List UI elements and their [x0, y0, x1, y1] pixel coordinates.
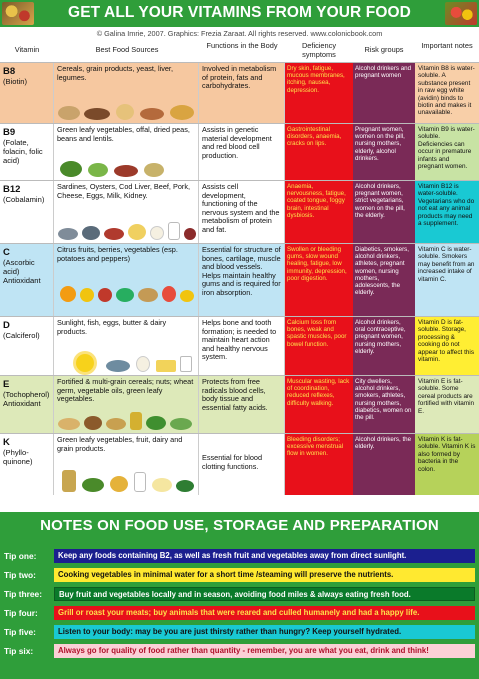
vitamin-name: B12 [3, 184, 21, 195]
deficiency-cell: Swollen or bleeding gums, slow wound healing, fatigue, low immunity, depression, poor digestion. [285, 244, 353, 316]
tip-row [0, 568, 479, 582]
tip-row [0, 549, 479, 563]
vitamin-subname: (Phyllo-quinone) [3, 448, 33, 466]
sources-cell [54, 376, 199, 433]
deficiency-cell: Anaemia, nervousness, fatigue, coated tongue, foggy brain, intestinal dysbiosis. [285, 181, 353, 243]
food-photo-icon [2, 2, 34, 25]
food-illustration-icon [56, 354, 196, 372]
risk-groups-cell: Alcohol drinkers, the elderly. [353, 434, 415, 495]
functions-cell: Helps bone and tooth formation; is needed to maintain heart action and healthy nervous system. [199, 317, 285, 375]
table-row [0, 433, 479, 495]
vegetables-photo-icon [445, 2, 477, 25]
column-header-deficiency: Deficiency symptoms [301, 41, 337, 59]
food-illustration-icon [56, 102, 196, 120]
vitamin-subname: (Folate, folacin, folic acid) [3, 138, 43, 165]
sources-text: Green leafy vegetables, offal, dried peas, beans and lentils. [57, 125, 190, 143]
notes-cell: Vitamin B9 is water-soluble. Deficiencies can occur in premature infants and pregnant women. [415, 124, 479, 180]
deficiency-cell: Bleeding disorders; excessive menstrual flow in women. [285, 434, 353, 495]
vitamin-subname: (Tochopherol) Antioxidant [3, 390, 50, 408]
vitamin-subname: (Calciferol) [3, 331, 40, 340]
vitamin-name: D [3, 320, 10, 331]
tip-label: Tip three: [4, 589, 43, 599]
sources-text: Citrus fruits, berries, vegetables (esp. potatoes and peppers) [57, 245, 178, 263]
tip-text: Grill or roast your meats; buy animals that were reared and culled humanely and had a happy life. [54, 606, 475, 620]
food-illustration-icon [56, 159, 196, 177]
risk-groups-cell: Alcohol drinkers and pregnant women [353, 63, 415, 123]
risk-groups-cell: Alcohol drinkers, pregnant women, strict vegetarians, women on the pill, the elderly. [353, 181, 415, 243]
vitamin-name-cell [0, 376, 54, 433]
deficiency-cell: Gastrointestinal disorders, anaemia, cracks on lips. [285, 124, 353, 180]
notes-cell: Vitamin K is fat-soluble. Vitamin K is also formed by bacteria in the colon. [415, 434, 479, 495]
sources-cell [54, 63, 199, 123]
tip-label: Tip four: [4, 608, 38, 618]
food-illustration-icon [56, 468, 196, 492]
food-illustration-icon [56, 412, 196, 430]
column-header-risk: Risk groups [364, 45, 404, 54]
vitamin-name: C [3, 247, 10, 258]
tip-row [0, 644, 479, 658]
sources-text: Green leafy vegetables, fruit, dairy and grain products. [57, 435, 183, 453]
sources-cell [54, 181, 199, 243]
sources-text: Sardines, Oysters, Cod Liver, Beef, Pork, Cheese, Eggs, Milk, Kidney. [57, 182, 191, 200]
table-header [0, 40, 479, 62]
sources-text: Cereals, grain products, yeast, liver, legumes. [57, 64, 173, 82]
notes-cell: Vitamin B12 is water-soluble. Vegetarians who do not eat any animal products may need a supplement. [415, 181, 479, 243]
table-row [0, 243, 479, 316]
sources-cell [54, 244, 199, 316]
vitamin-subname: (Ascorbic acid) Antioxidant [3, 258, 41, 285]
risk-groups-cell: Diabetics, smokers, alcohol drinkers, athletes, pregnant women, nursing mothers, adolescents, the elderly. [353, 244, 415, 316]
tip-row [0, 587, 479, 601]
tip-row [0, 625, 479, 639]
table-row [0, 123, 479, 180]
column-header-notes: Important notes [421, 41, 473, 50]
tip-label: Tip one: [4, 551, 37, 561]
vitamin-subname: (Cobalamin) [3, 195, 45, 204]
vitamin-name: B9 [3, 127, 16, 138]
tip-text: Listen to your body: may be you are just thirsty rather than hungry? Keep yourself hydrated. [54, 625, 475, 639]
deficiency-cell: Muscular wasting, lack of coordination, reduced reflexes, difficulty walking. [285, 376, 353, 433]
sources-text: Sunlight, fish, eggs, butter & dairy products. [57, 318, 167, 336]
vitamin-name-cell [0, 124, 54, 180]
notes-cell: Vitamin C is water-soluble. Smokers may benefit from an increased intake of vitamin C. [415, 244, 479, 316]
notes-cell: Vitamin E is fat-soluble. Some cereal products are fortified with vitamin E. [415, 376, 479, 433]
risk-groups-cell: Alcohol drinkers, oral contraceptive, pregnant women, nursing mothers, elderly. [353, 317, 415, 375]
copyright-line: © Galina Imrie, 2007. Graphics: Frezia Zaraat. All rights reserved. www.colonicbook.com [96, 29, 383, 38]
functions-cell: Involved in metabolism of protein, fats and carbohydrates. [199, 63, 285, 123]
tip-label: Tip five: [4, 627, 36, 637]
tip-text: Cooking vegetables in minimal water for a short time /steaming will preserve the nutrients. [54, 568, 475, 582]
sources-cell [54, 124, 199, 180]
tip-label: Tip six: [4, 646, 34, 656]
page-title: GET ALL YOUR VITAMINS FROM YOUR FOOD [68, 4, 411, 21]
risk-groups-cell: Pregnant women, women on the pill, nursing mothers, elderly, alcohol drinkers. [353, 124, 415, 180]
vitamin-name: E [3, 379, 10, 390]
column-header-vitamin: Vitamin [14, 45, 40, 54]
column-header-functions: Functions in the Body [206, 41, 278, 50]
vitamin-name: K [3, 437, 10, 448]
column-header-sources: Best Food Sources [95, 45, 159, 54]
deficiency-cell: Dry skin, fatigue, mucous membranes, itching, nausea, depression. [285, 63, 353, 123]
food-illustration-icon [56, 284, 196, 302]
vitamin-name-cell [0, 434, 54, 495]
notes-cell: Vitamin D is fat-soluble. Storage, processing & cooking do not appear to affect this vitamin. [415, 317, 479, 375]
vitamin-name-cell [0, 244, 54, 316]
table-row [0, 180, 479, 243]
functions-cell: Assists in genetic material development and red blood cell production. [199, 124, 285, 180]
vitamin-name-cell [0, 317, 54, 375]
table-row [0, 316, 479, 375]
tip-text: Always go for quality of food rather than quantity - remember, you are what you eat, drink and think! [54, 644, 475, 658]
vitamin-name-cell [0, 63, 54, 123]
functions-cell: Protects from free radicals blood cells, body tissue and essential fatty acids. [199, 376, 285, 433]
notes-cell: Vitamin B8 is water-soluble. A substance present in raw egg white (avidin) binds to biotin and makes it unavailable. [415, 63, 479, 123]
deficiency-cell: Calcium loss from bones, weak and spastic muscles, poor bowel function. [285, 317, 353, 375]
table-row [0, 62, 479, 123]
functions-cell: Essential for structure of bones, cartilage, muscle and blood vessels. Helps maintain healthy gums and is required for iron absorption. [199, 244, 285, 316]
functions-cell: Essential for blood clotting functions. [199, 434, 285, 495]
vitamin-name-cell [0, 181, 54, 243]
tip-row [0, 606, 479, 620]
sources-text: Fortified & multi-grain cereals; nuts; wheat germ, vegetable oils, green leafy vegetables. [57, 377, 194, 404]
title-banner [0, 0, 479, 27]
tip-label: Tip two: [4, 570, 36, 580]
tip-text: Keep any foods containing B2, as well as fresh fruit and vegetables away from direct sunlight. [54, 549, 475, 563]
risk-groups-cell: City dwellers, alcohol drinkers, smokers, athletes, nursing mothers, diabetics, women on the pill. [353, 376, 415, 433]
vitamin-subname: (Biotin) [3, 77, 28, 86]
tip-text: Buy fruit and vegetables locally and in season, avoiding food miles & always eating fresh food. [54, 587, 475, 601]
vitamin-name: B8 [3, 66, 16, 77]
sources-cell [54, 434, 199, 495]
functions-cell: Assists cell development, functioning of the nervous system and the metabolism of protein and fat. [199, 181, 285, 243]
food-illustration-icon [56, 222, 196, 240]
sources-cell [54, 317, 199, 375]
table-row [0, 375, 479, 433]
notes-title: NOTES ON FOOD USE, STORAGE AND PREPARATION [40, 517, 439, 534]
